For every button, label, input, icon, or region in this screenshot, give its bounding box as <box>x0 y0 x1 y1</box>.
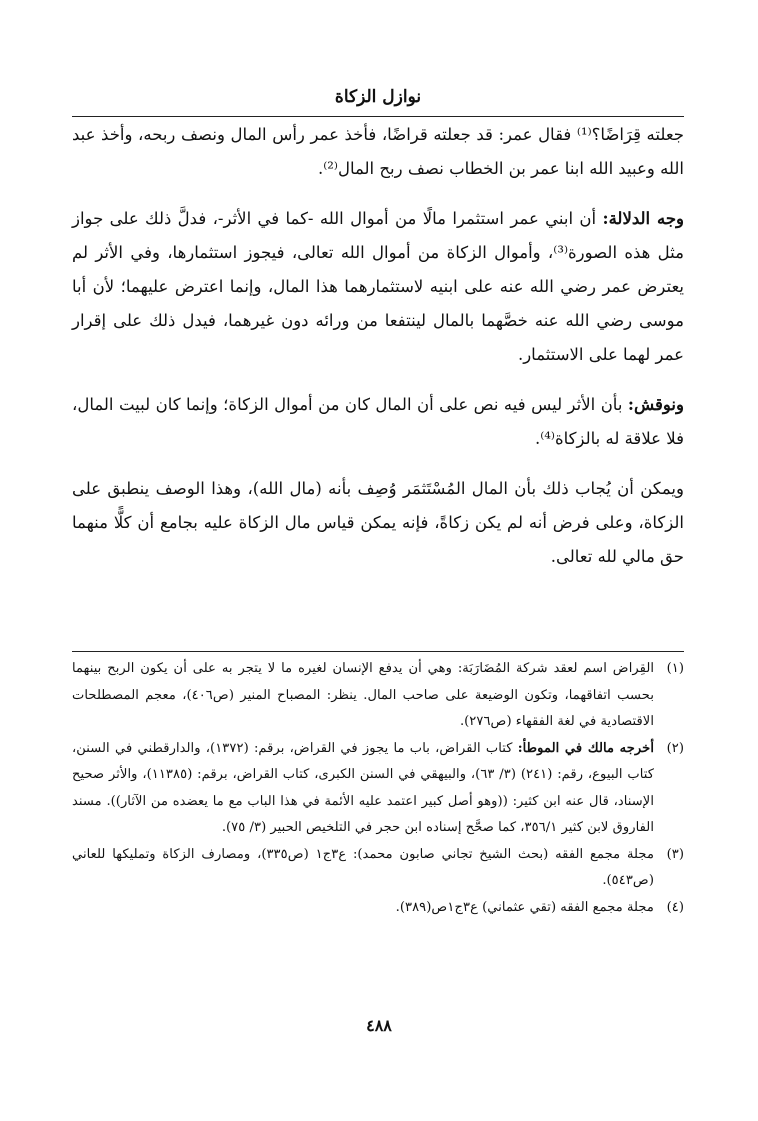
footnote-4 <box>72 895 684 922</box>
paragraph-3 <box>72 388 684 456</box>
footnote-1 <box>72 656 684 736</box>
footnote-number: (٢) <box>666 740 684 756</box>
footnote-text <box>72 842 654 895</box>
footnote-text <box>72 656 654 736</box>
paragraph-text: ويمكن أن يُجاب ذلك بأن المال المُسْتَثمَر وُصِف بأنه (مال الله)، وهذا الوصف ينطبق على الزكاة، وعلى فرض أنه لم يكن زكاةً، فإنه يمكن قياس مال الزكاة عليه بجامع أن كلًّا منهما حق مالي لله تعالى. <box>72 479 684 566</box>
footnote-text <box>72 736 654 842</box>
paragraph-text: أن ابني عمر استثمرا مالًا من أموال الله -كما في الأثر-، فدلَّ ذلك على جواز مثل هذه الصورة⁽³⁾، وأموال الزكاة من أموال الله تعالى، فيجوز استثمارها، وفي الأثر لم يعترض عمر رضي الله عنه على ابنيه لاستثمارهما هذا المال، وإنما اعترض عليهما؛ لأن أبا موسى رضي الله عنه خصَّهما بالمال لينتفعا من ورائه دون غيرهما، فيدل ذلك على إقرار عمر لهما على الاستثمار. <box>72 209 684 364</box>
footnote-body: القِراض اسم لعقد شركة المُضَارَبَة: وهي أن يدفع الإنسان لغيره ما لا يتجر به على أن يكون الربح بينهما بحسب اتفاقهما، وتكون الوضيعة على صاحب المال. ينظر: المصباح المنير (ص٤٠٦)، معجم المصطلحات الاقتصادية في لغة الفقهاء (ص٢٧٦). <box>72 661 654 729</box>
running-header <box>72 80 684 117</box>
main-text <box>72 118 684 574</box>
paragraph-text: جعلته قِرَاضًا؟⁽¹⁾ فقال عمر: قد جعلته قراضًا، فأخذ عمر رأس المال ونصف ربحه، وأخذ عبد الله وعبيد الله ابنا عمر بن الخطاب نصف ربح المال⁽²⁾. <box>72 125 684 178</box>
footnote-divider <box>72 651 684 652</box>
footnote-body: كتاب القراض، باب ما يجوز في القراض، برقم: (١٣٧٢)، والدارقطني في السنن، كتاب البيوع، رقم: (٢٤١) (٣/ ٦٣)، والبيهقي في السنن الكبرى، كتاب القراض، برقم: (١١٣٨٥)، والأثر صحيح الإسناد، قال عنه ابن كثير: ((وهو أصل كبير اعتمد عليه الأئمة في هذا الباب مع ما يعضده من الآثار)). مسند الفاروق لابن كثير ٣٥٦/١، كما صحَّح إسناده ابن حجر في التلخيص الحبير (٣/ ٧٥). <box>72 740 655 835</box>
footnotes <box>72 656 684 921</box>
footnote-number: (٣) <box>666 846 684 862</box>
paragraph-lead: ونوقش: <box>627 395 684 414</box>
footnote-text <box>72 895 654 922</box>
paragraph-lead: وجه الدلالة: <box>602 209 684 228</box>
footnote-body: مجلة مجمع الفقه (بحث الشيخ تجاني صابون محمد): ع٣ج١ (ص٣٣٥)، ومصارف الزكاة وتمليكها للعاني (ص٥٤٣). <box>72 846 655 888</box>
footnote-body: مجلة مجمع الفقه (تقي عثماني) ع٣ج١ص(٣٨٩). <box>395 899 654 915</box>
footnote-3 <box>72 842 684 895</box>
footnote-number: (١) <box>666 661 684 676</box>
footnote-lead: أخرجه مالك في الموطأ: <box>517 740 654 756</box>
page-number: ٤٨٨ <box>366 1016 392 1035</box>
paragraph-4 <box>72 472 684 574</box>
page-title: نوازل الزكاة <box>334 87 422 107</box>
paragraph-1 <box>72 118 684 186</box>
footnote-2 <box>72 736 684 842</box>
paragraph-2 <box>72 202 684 372</box>
paragraph-text: بأن الأثر ليس فيه نص على أن المال كان من أموال الزكاة؛ وإنما كان لبيت المال، فلا علاقة له بالزكاة⁽⁴⁾. <box>72 395 684 448</box>
footnote-number: (٤) <box>666 899 684 915</box>
